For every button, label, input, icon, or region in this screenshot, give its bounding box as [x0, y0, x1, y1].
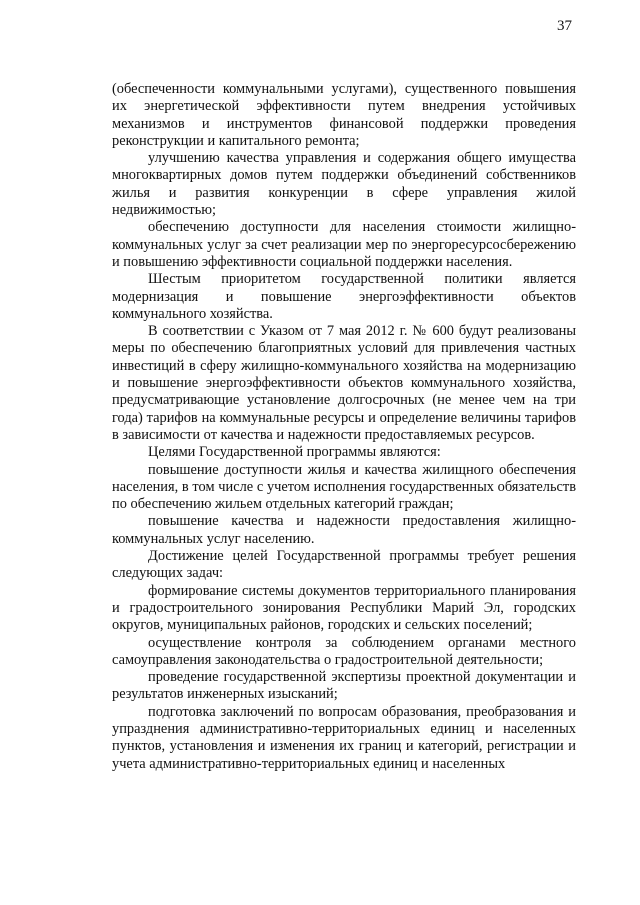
paragraph-10: формирование системы документов территориального планирования и градостроительного зонирования Республики Марий Эл, городских округов, муниципальных районов, городских и сельских поселений;: [112, 582, 576, 634]
document-body: [112, 81, 576, 773]
paragraph-8: повышение качества и надежности предоставления жилищно-коммунальных услуг населению.: [112, 513, 576, 547]
paragraph-9: Достижение целей Государственной программы требует решения следующих задач:: [112, 548, 576, 582]
paragraph-2: улучшению качества управления и содержания общего имущества многоквартирных домов путем поддержки объединений собственников жилья и развития конкуренции в сфере управления жилой недвижимостью;: [112, 150, 576, 219]
paragraph-13: подготовка заключений по вопросам образования, преобразования и упразднения административно-территориальных единиц и населенных пунктов, установления и изменения их границ и категорий, регистрации и учета административно-территориальных единиц и населенных: [112, 703, 576, 772]
page-number: 37: [557, 18, 572, 34]
paragraph-6: Целями Государственной программы являются:: [148, 444, 441, 461]
paragraph-7: повышение доступности жилья и качества жилищного обеспечения населения, в том числе с учетом исполнения государственных обязательств по обеспечению жильем отдельных категорий граждан;: [112, 461, 576, 513]
paragraph-4: Шестым приоритетом государственной политики является модернизация и повышение энергоэффективности объектов коммунального хозяйства.: [112, 271, 576, 322]
paragraph-5: В соответствии с Указом от 7 мая 2012 г. № 600 будут реализованы меры по обеспечению благоприятных условий для привлечения частных инвестиций в сферу жилищно-коммунального хозяйства на модернизацию и повышение энергоэффективности объектов коммунального хозяйства, предусматривающие установление долгосрочных (не менее чем на три года) тарифов на коммунальные ресурсы и определение величины тарифов в зависимости от качества и надежности предоставляемых ресурсов.: [112, 323, 576, 443]
paragraph-11: осуществление контроля за соблюдением органами местного самоуправления законодательства о градостроительной деятельности;: [112, 634, 576, 668]
paragraph-12: проведение государственной экспертизы проектной документации и результатов инженерных изысканий;: [112, 669, 576, 703]
paragraph-1: (обеспеченности коммунальными услугами), существенного повышения их энергетической эффективности путем внедрения устойчивых механизмов и инструментов финансовой поддержки проведения реконструкции и капитального ремонта;: [112, 81, 576, 149]
paragraph-3: обеспечению доступности для населения стоимости жилищно-коммунальных услуг за счет реализации мер по энергоресурсосбережению и повышению эффективности социальной поддержки населения.: [112, 219, 576, 270]
